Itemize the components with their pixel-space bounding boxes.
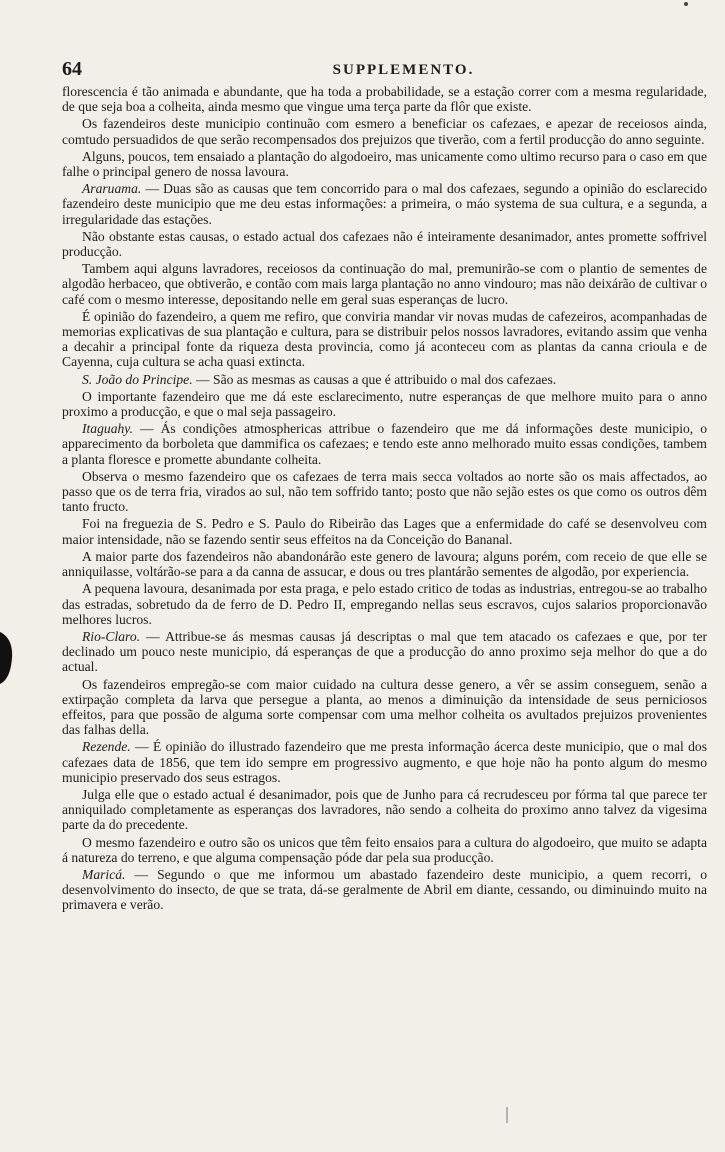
paragraph-text: — Attribue-se ás mesmas causas já descriptas o mal que tem atacado os cafezaes e que, por ter declinado um pouco neste municipio, dá esperanças de que a producção do anno proximo seja melhor do que a do actual. [62,628,707,675]
paragraph [62,549,707,579]
place-name: Rio-Claro. [82,628,141,644]
paragraph-text: Tambem aqui alguns lavradores, receiosos da continuação do mal, premunirão-se com o plantio de sementes de algodão herbaceo, que obtiverão, e contão com mais larga plantação no anno vindouro; mas não deixárão de cultivar o café com o mesmo interesse, depositando nelle em geral suas esperanças de lucro. [62,261,707,307]
body-text [62,84,707,915]
ink-speck [684,2,688,6]
place-name: Itaguahy. [82,421,133,437]
paragraph-text: — São as mesmas as causas a que é attribuido o mal dos cafezaes. [192,371,557,387]
paragraph [62,677,707,738]
paragraph [62,516,707,546]
paragraph-text: — É opinião do illustrado fazendeiro que me presta informação ácerca deste municipio, que o mal dos cafezaes data de 1856, que tem ido sempre em progressivo augmento, e que hoje não ha ponto algum do mesmo municipio preservado dos seus estragos. [62,739,707,785]
place-name: Araruama. [82,181,142,197]
paragraph-text: Não obstante estas causas, o estado actual dos cafezaes não é inteiramente desanimador, antes promette soffrivel producção. [62,228,707,260]
paragraph-text: A maior parte dos fazendeiros não abandonárão este genero de lavoura; alguns porém, com receio de que elle se anniquilasse, voltárão-se para a da canna de assucar, e dous ou tres plantárão sementes de algodão, por experiencia. [62,548,707,580]
binding-hole-mark [0,628,16,688]
paragraph-text: Os fazendeiros deste municipio continuão com esmero a beneficiar os cafezaes, e apezar de receiosos ainda, comtudo persuadidos de que serão recompensados dos prejuizos que tiverão, com a fertil producção do anno seguinte. [62,116,707,147]
paragraph-text: — Ás condições atmosphericas attribue o fazendeiro que me dá informações deste municipio, o apparecimento da borboleta que dammifica os cafezaes; e tendo este anno melhorado muito essas condições, tambem a planta floresce e promette abundante colheita. [62,421,707,467]
paragraph [62,181,707,227]
paragraph-text: É opinião do fazendeiro, a quem me refiro, que conviria mandar vir novas mudas de cafezeiros, acompanhadas de memorias explicativas de sua plantação e cultura, para se distribuir pelos nossos lavradores, evitando assim que venha a decahir a principal fonte da riqueza desta provincia, como já aconteceu com as plantas da canna crioula e de Cayenna, cuja cultura se acha quasi extincta. [62,308,707,370]
paragraph [62,309,707,370]
paragraph [62,261,707,307]
paragraph [62,421,707,467]
paragraph [62,835,707,865]
paragraph-text: — Duas são as causas que tem concorrido para o mal dos cafezaes, segundo a opinião do esclarecido fazendeiro deste municipio que me deu estas informações: a primeira, o máo systema de sua cultura, e a segunda, a irregularidade das estações. [62,181,707,227]
paragraph [62,149,707,179]
paragraph [62,116,707,146]
page-number: 64 [62,58,82,80]
paragraph-text: Alguns, poucos, tem ensaiado a plantação do algodoeiro, mas unicamente como ultimo recurso para o caso em que falhe o principal genero de nossa lavoura. [62,148,707,180]
paragraph [62,389,707,419]
place-name: S. João do Principe. [82,371,193,387]
paragraph-text: florescencia é tão animada e abundante, que ha toda a probabilidade, se a estação correr com a mesma regularidade, de que seja boa a colheita, ainda mesmo que vingue uma terça parte da flôr que existe. [62,84,707,115]
paragraph-text: — Segundo o que me informou um abastado fazendeiro deste municipio, a quem recorri, o desenvolvimento do insecto, de que se trata, dá-se geralmente de Abril em diante, cessando, ou diminuindo muito na primavera e verão. [62,866,707,913]
paragraph [62,581,707,627]
running-title: SUPPLEMENTO. [332,62,475,78]
paragraph-text: Observa o mesmo fazendeiro que os cafezaes de terra mais secca voltados ao norte são os mais affectados, ao passo que os de terra fria, virados ao sul, não tem soffrido tanto; posto que não sejão estes os que como os outros dêm tanto fructo. [62,468,707,515]
page-header [62,58,705,82]
ink-mark [505,1107,509,1123]
paragraph [62,629,707,675]
paragraph [62,867,707,913]
paragraph-text: Julga elle que o estado actual é desanimador, pois que de Junho para cá recrudesceu por fórma tal que parece ter anniquilado completamente as esperanças dos lavradores, não sendo a colheita do proximo anno talvez da vigesima parte da do precedente. [62,786,707,833]
paragraph-text: O importante fazendeiro que me dá este esclarecimento, nutre esperanças de que melhore muito para o anno proximo a producção, e que o mal seja passageiro. [62,388,707,420]
paragraph [62,84,707,114]
paragraph [62,739,707,785]
paragraph [62,229,707,259]
place-name: Maricá. [82,866,126,882]
place-name: Rezende. [82,739,131,755]
paragraph [62,372,707,387]
paragraph [62,469,707,515]
paragraph-text: A pequena lavoura, desanimada por esta praga, e pelo estado critico de todas as industrias, entregou-se ao trabalho das estradas, sobretudo da de ferro de D. Pedro II, empregando nellas seus escravos, cujos salarios proporcionavão melhores lucros. [62,581,707,627]
paragraph-text: O mesmo fazendeiro e outro são os unicos que têm feito ensaios para a cultura do algodoeiro, que muito se adapta á natureza do terreno, e que alguma compensação póde dar pela sua producção. [62,834,707,865]
paragraph [62,787,707,833]
paragraph-text: Os fazendeiros empregão-se com maior cuidado na cultura desse genero, a vêr se assim conseguem, senão a extirpação completa da larva que persegue a planta, ao menos a diminuição da intensidade de seus perniciosos effeitos, para que possão de alguma sorte compensar com uma melhor colheita os avultados prejuizos provenientes das falhas della. [62,676,707,738]
paragraph-text: Foi na freguezia de S. Pedro e S. Paulo do Ribeirão das Lages que a enfermidade do café se desenvolveu com maior intensidade, não se fazendo sentir seus effeitos na da Conceição do Bananal. [62,516,707,547]
